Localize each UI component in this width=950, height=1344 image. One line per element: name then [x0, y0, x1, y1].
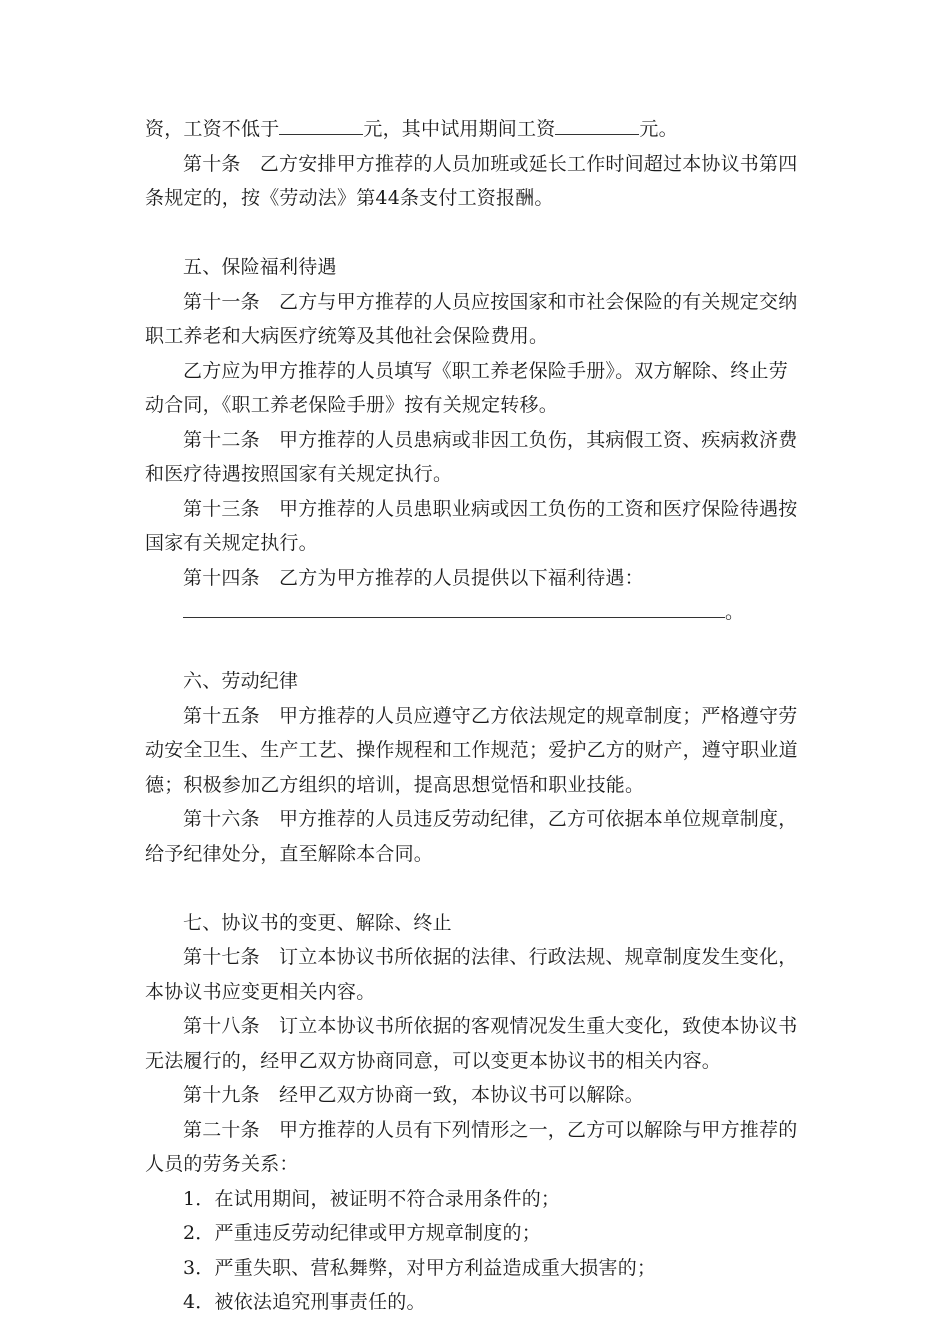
list-item: 2．严重违反劳动纪律或甲方规章制度的； — [183, 1222, 541, 1244]
text-line: 动合同，《职工养老保险手册》按有关规定转移。 — [145, 394, 558, 416]
section-heading-6: 六、劳动纪律 — [183, 670, 299, 692]
article-14: 第十四条 乙方为甲方推荐的人员提供以下福利待遇： — [183, 566, 644, 589]
article-12: 第十二条 甲方推荐的人员患病或非因工负伤，其病假工资、疾病救济费 — [183, 428, 798, 451]
section-heading-7: 七、协议书的变更、解除、终止 — [183, 911, 452, 934]
text-line: 条规定的，按《劳动法》第44条支付工资报酬。 — [145, 187, 554, 209]
article-11: 第十一条 乙方与甲方推荐的人员应按国家和市社会保险的有关规定交纳 — [183, 290, 798, 313]
section-heading-5: 五、保险福利待遇 — [183, 256, 337, 278]
text-line: 无法履行的，经甲乙双方协商同意，可以变更本协议书的相关内容。 — [145, 1049, 722, 1072]
fill-blank — [279, 116, 363, 135]
article-19: 第十九条 经甲乙双方协商一致，本协议书可以解除。 — [183, 1084, 644, 1106]
text-line — [145, 595, 805, 630]
spacer — [145, 216, 805, 251]
text-line — [145, 112, 805, 147]
text-line: 本协议书应变更相关内容。 — [145, 980, 376, 1003]
fill-blank — [555, 116, 639, 135]
text-line: 职工养老和大病医疗统筹及其他社会保险费用。 — [145, 325, 549, 347]
text-segment: 元，其中试用期间工资 — [363, 118, 556, 140]
article-18: 第十八条 订立本协议书所依据的客观情况发生重大变化，致使本协议书 — [183, 1015, 798, 1037]
article-16: 第十六条 甲方推荐的人员违反劳动纪律，乙方可依据本单位规章制度， — [183, 808, 798, 830]
text-segment: 元。 — [639, 118, 678, 140]
list-item: 1．在试用期间，被证明不符合录用条件的； — [183, 1187, 561, 1210]
spacer — [145, 630, 805, 665]
document-page — [145, 112, 805, 1320]
text-segment: 资，工资不低于 — [145, 118, 280, 140]
article-20: 第二十条 甲方推荐的人员有下列情形之一，乙方可以解除与甲方推荐的 — [183, 1118, 798, 1141]
text-line: 国家有关规定执行。 — [145, 532, 318, 554]
text-line: 德；积极参加乙方组织的培训，提高思想觉悟和职业技能。 — [145, 773, 645, 796]
text-line: 乙方应为甲方推荐的人员填写《职工养老保险手册》。双方解除、终止劳 — [183, 359, 788, 382]
fill-blank — [183, 599, 725, 618]
article-15: 第十五条 甲方推荐的人员应遵守乙方依法规定的规章制度；严格遵守劳 — [183, 704, 798, 727]
text-line: 和医疗待遇按照国家有关规定执行。 — [145, 463, 453, 485]
text-line: 动安全卫生、生产工艺、操作规程和工作规范；爱护乙方的财产，遵守职业道 — [145, 739, 798, 761]
text-line: 给予纪律处分，直至解除本合同。 — [145, 842, 434, 865]
article-17: 第十七条 订立本协议书所依据的法律、行政法规、规章制度发生变化， — [183, 946, 798, 968]
spacer — [145, 871, 805, 906]
list-item: 4．被依法追究刑事责任的。 — [183, 1291, 426, 1313]
text-line: 人员的劳务关系： — [145, 1153, 299, 1175]
article-13: 第十三条 甲方推荐的人员患职业病或因工负伤的工资和医疗保险待遇按 — [183, 497, 798, 520]
article-10: 第十条 乙方安排甲方推荐的人员加班或延长工作时间超过本协议书第四 — [183, 152, 798, 175]
text-segment: 。 — [725, 601, 745, 623]
list-item: 3．严重失职、营私舞弊，对甲方利益造成重大损害的； — [183, 1256, 657, 1279]
